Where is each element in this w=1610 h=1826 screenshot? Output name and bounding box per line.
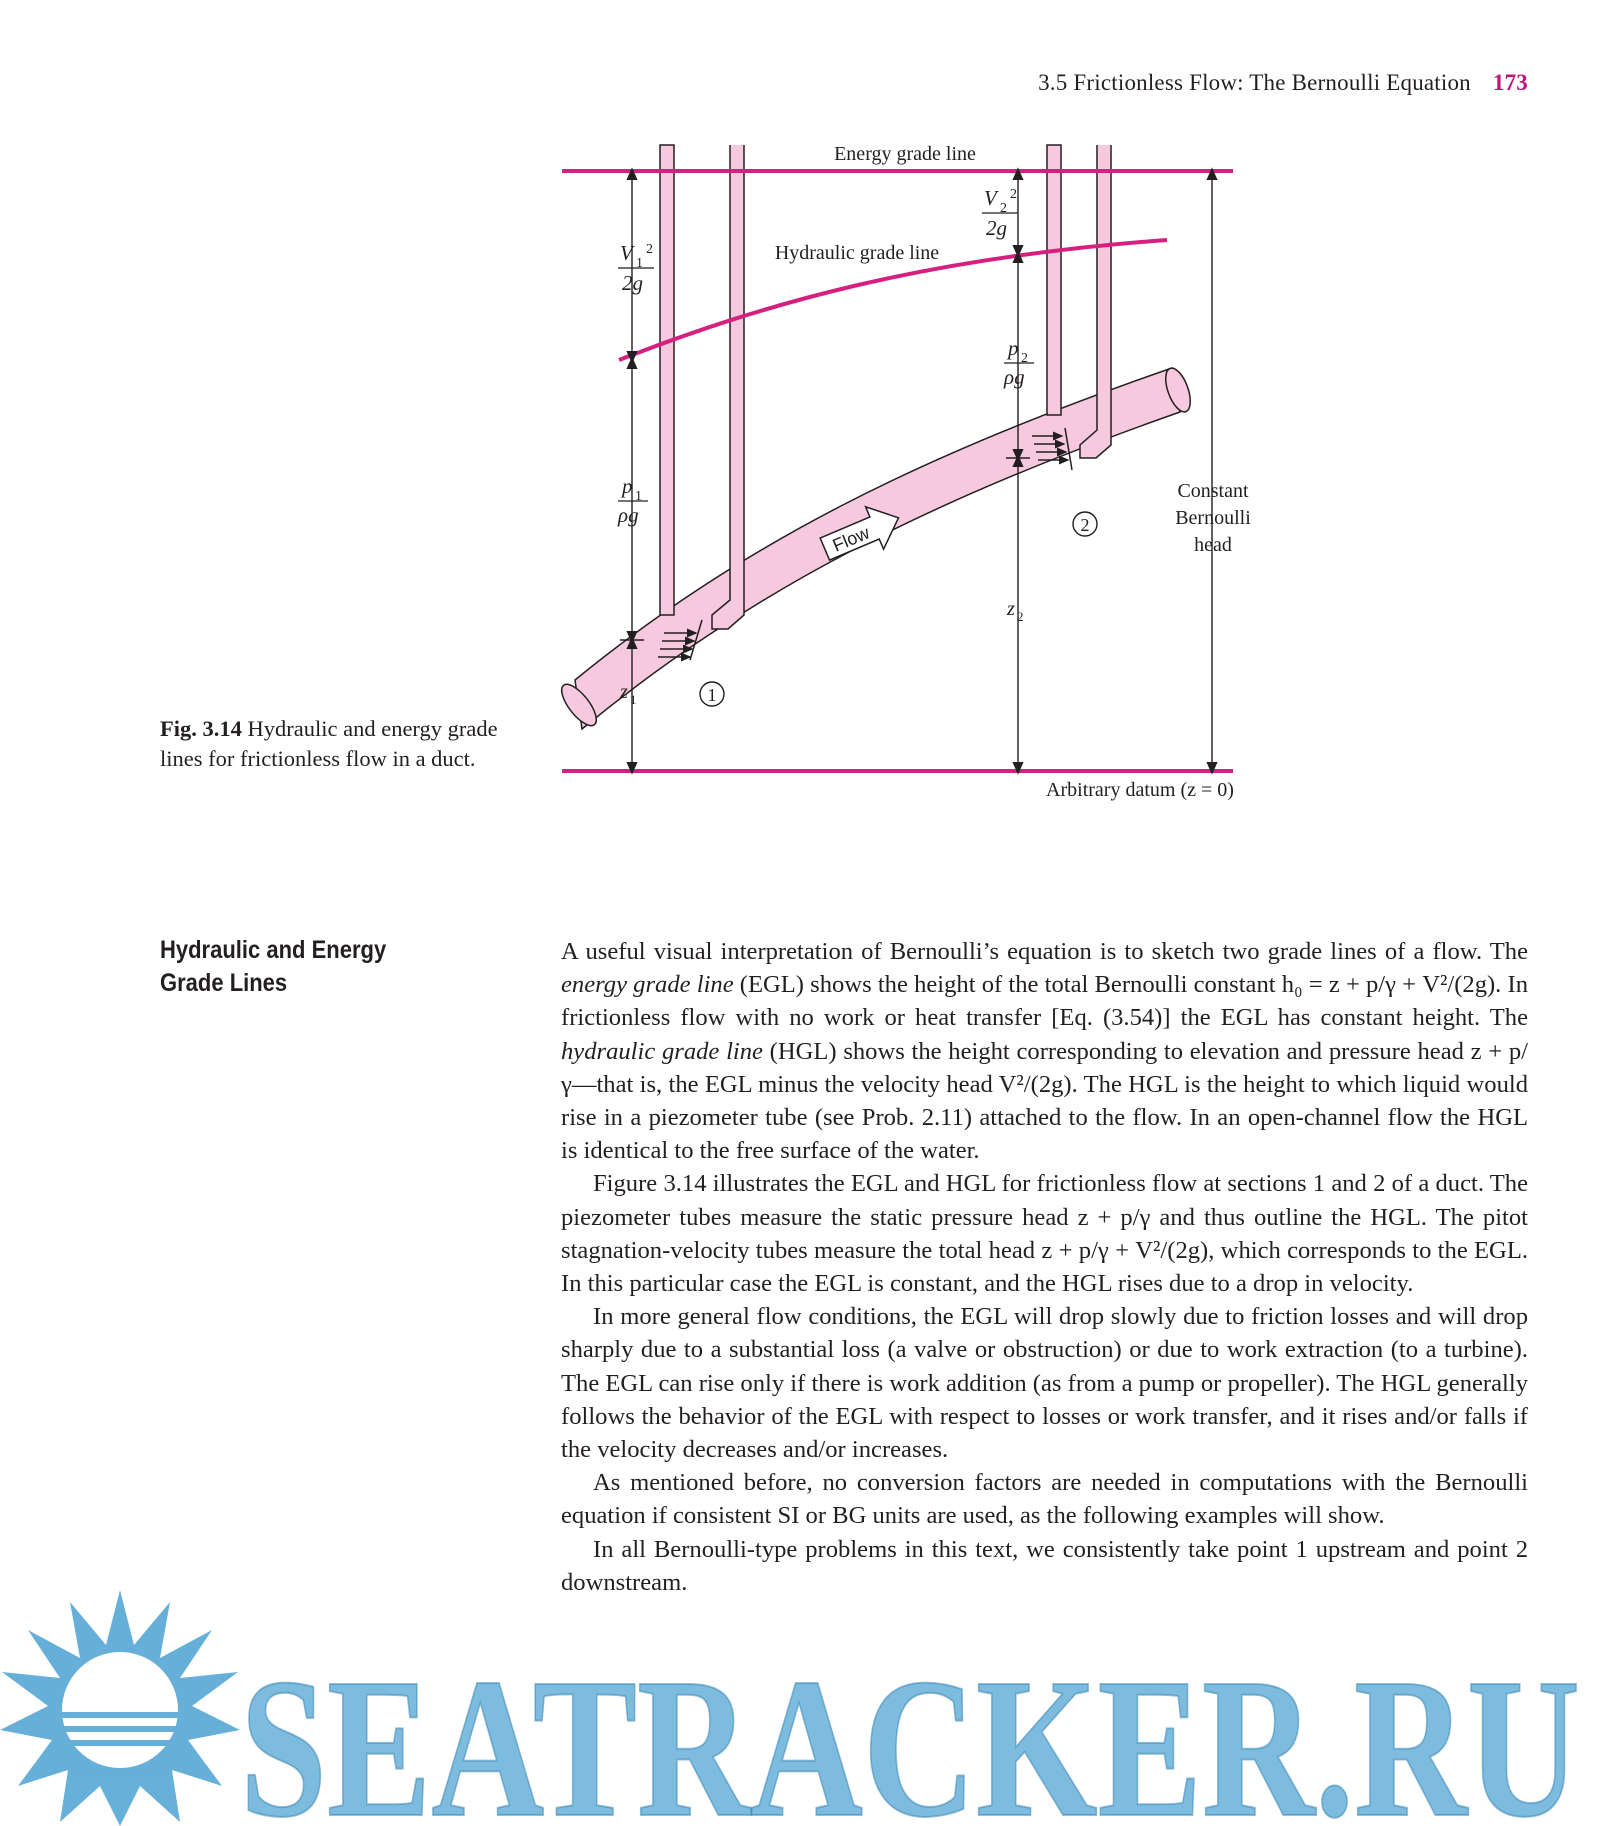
head-label: head <box>1194 534 1232 556</box>
watermark-text: SEATRACKER.RU <box>240 1638 1580 1826</box>
paragraph-5: In all Bernoulli-type problems in this text, we consistently take point 1 upstream and point 2 downstream. <box>561 1535 1528 1596</box>
svg-text:2: 2 <box>1017 609 1024 624</box>
svg-text:1: 1 <box>635 489 642 504</box>
svg-text:z: z <box>620 681 628 703</box>
section-marker-2 <box>1073 512 1097 536</box>
svg-text:2: 2 <box>1021 351 1028 366</box>
paragraph-3: In more general flow conditions, the EGL will drop slowly due to friction losses and will drop sharply due to a substantial loss (a valve or obstruction) or due to work extraction (to a turbine). The EGL can rise only if there is work addition (as from a pump or propeller). The HGL generally follows the behavior of the EGL with respect to losses or work transfer, and it rises and/or falls if the velocity decreases and/or increases. <box>561 1303 1528 1464</box>
svg-text:2: 2 <box>646 242 653 257</box>
piezometer-tube-1 <box>660 145 674 615</box>
svg-text:2: 2 <box>1010 187 1017 202</box>
svg-text:p: p <box>622 474 633 498</box>
svg-text:2g: 2g <box>986 216 1007 240</box>
svg-text:ρg: ρg <box>618 503 639 527</box>
flow-label: Flow <box>829 522 873 556</box>
figure-caption-text: Hydraulic and energy grade lines for frictionless flow in a duct. <box>160 716 498 771</box>
paragraph-4: As mentioned before, no conversion factors are needed in computations with the Bernoulli equation if consistent SI or BG units are used, as the following examples will show. <box>561 1469 1528 1530</box>
constant-label: Constant <box>1177 480 1249 502</box>
svg-text:z: z <box>1007 598 1015 620</box>
watermark <box>0 1590 1610 1826</box>
datum-label: Arbitrary datum (z = 0) <box>1046 779 1234 801</box>
egl-label: Energy grade line <box>834 143 976 165</box>
svg-text:1: 1 <box>707 685 717 705</box>
svg-text:2g: 2g <box>622 271 643 295</box>
figure-3-14 <box>0 0 1610 820</box>
pitot-tube-1 <box>712 145 744 629</box>
piezometer-tube-2 <box>1047 145 1061 415</box>
hgl-label: Hydraulic grade line <box>774 242 940 264</box>
sun-logo <box>0 1590 240 1826</box>
body-text <box>561 935 1528 1599</box>
v2-velocity-head <box>982 186 1018 240</box>
svg-text:V: V <box>984 186 997 210</box>
svg-text:1: 1 <box>630 692 637 707</box>
bernoulli-label: Bernoulli <box>1175 507 1251 529</box>
v1-velocity-head <box>618 241 654 295</box>
section-title: 3.5 Frictionless Flow: The Bernoulli Equation <box>1038 70 1471 95</box>
figure-label: Fig. 3.14 <box>160 716 242 741</box>
page-number: 173 <box>1492 70 1528 95</box>
svg-text:ρg: ρg <box>1004 365 1025 389</box>
paragraph-2: Figure 3.14 illustrates the EGL and HGL for frictionless flow at sections 1 and 2 of a duct. The piezometer tubes measure the static pressure head z + p/γ and thus outline the HGL. The pitot stagnation-velocity tubes measure the total head z + p/γ + V²/(2g), which corresponds to the EGL. In this particular case the EGL is constant, and the HGL rises due to a drop in velocity. <box>561 1170 1528 1298</box>
svg-text:p: p <box>1008 336 1019 360</box>
paragraph-1: A useful visual interpretation of Bernoulli’s equation is to sketch two grade lines of a flow. The energy grade line (EGL) shows the height of the total Bernoulli constant h₀ = z + p/γ + V²/(2g). In frictionless flow with no work or heat transfer [Eq. (3.54)] the EGL has constant height. The hydraulic grade line (HGL) shows the height corresponding to elevation and pressure head z + p/γ—that is, the EGL minus the velocity head V²/(2g). The HGL is the height to which liquid would rise in a piezometer tube (see Prob. 2.11) attached to the flow. In an open-channel flow the HGL is identical to the free surface of the water. <box>561 938 1528 1165</box>
svg-text:1: 1 <box>636 256 643 271</box>
section-heading: Hydraulic and Energy Grade Lines <box>160 936 387 997</box>
figure-caption <box>160 714 520 774</box>
svg-text:2: 2 <box>1000 201 1007 216</box>
z2-elevation <box>1006 598 1024 624</box>
section-marker-1 <box>700 682 724 706</box>
term-hgl: hydraulic grade line <box>561 1037 763 1065</box>
svg-text:2: 2 <box>1080 515 1090 535</box>
term-egl: energy grade line <box>561 971 734 999</box>
svg-text:V: V <box>620 241 633 265</box>
